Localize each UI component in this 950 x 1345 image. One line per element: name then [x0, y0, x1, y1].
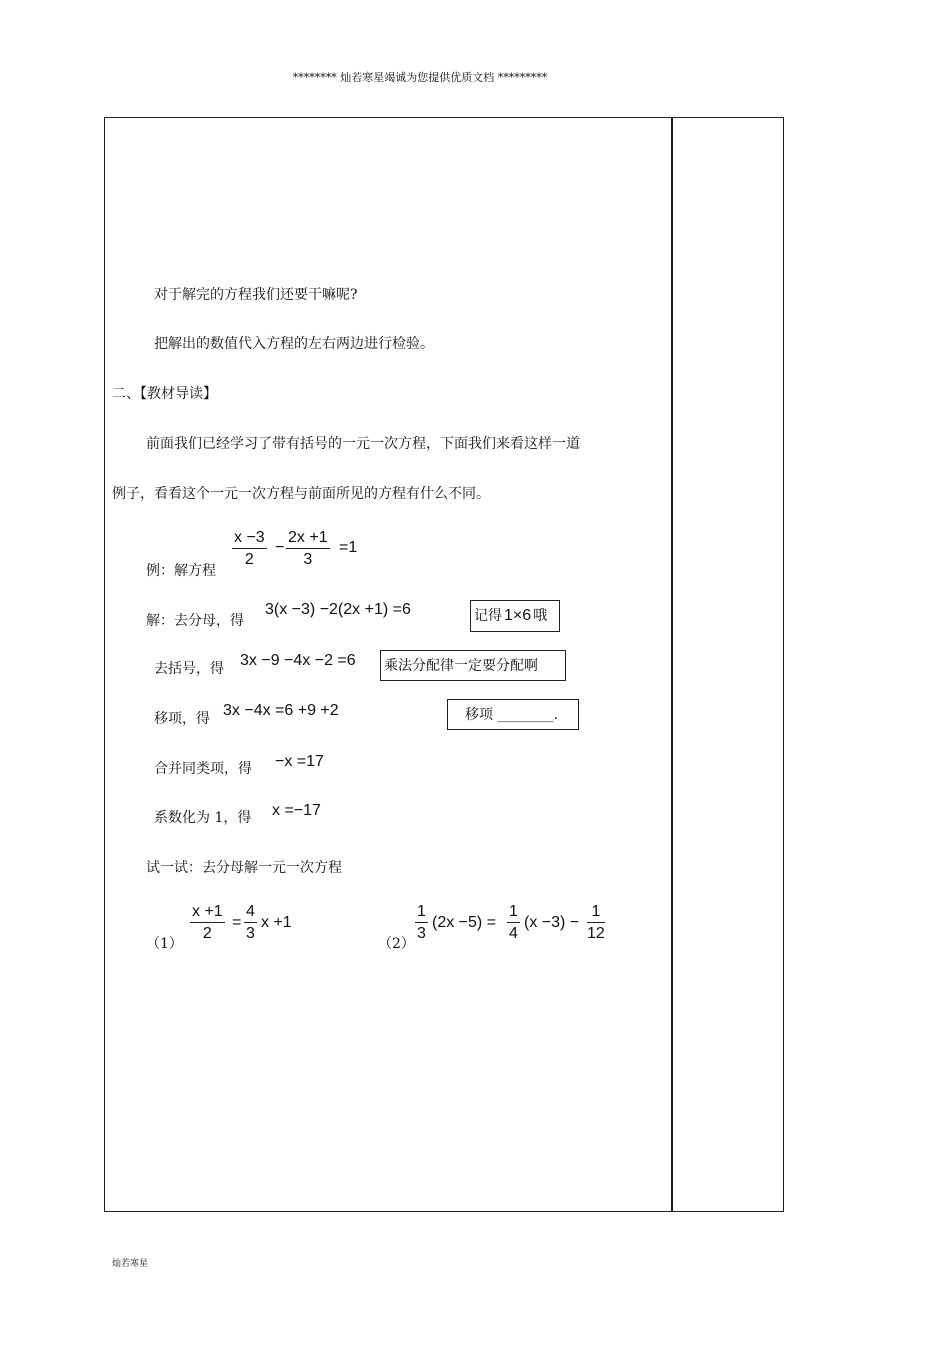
- ex2-middle-1: (2x −5) =: [432, 914, 497, 931]
- table-right-cell: [671, 117, 784, 1212]
- step-2-label: 去括号，得: [154, 661, 224, 677]
- step-3-label: 移项，得: [154, 711, 210, 727]
- fraction-denominator: 2: [202, 925, 212, 942]
- ex2-middle-2: (x −3) −: [524, 914, 580, 931]
- example-rhs: =1: [339, 539, 358, 556]
- note-suffix: 哦: [533, 608, 548, 624]
- step-4-equation: −x =17: [275, 753, 324, 770]
- intro-line-1: 前面我们已经学习了带有括号的一元一次方程，下面我们来看这样一道: [146, 436, 580, 452]
- example-minus: −: [275, 539, 285, 556]
- section-heading: 二、【教材导读】: [112, 386, 217, 402]
- step-2-equation: 3x −9 −4x −2 =6: [240, 652, 356, 669]
- ex1-tail: x +1: [261, 914, 292, 931]
- page-footer: 灿若寒星: [112, 1259, 149, 1269]
- exercise-2-label: （2）: [378, 936, 415, 952]
- fraction-numerator: 2x +1: [286, 528, 330, 549]
- intro-line-2: 例子，看看这个一元一次方程与前面所见的方程有什么不同。: [112, 486, 490, 502]
- step-4-label: 合并同类项，得: [154, 761, 252, 777]
- note-prefix: 记得: [474, 608, 502, 624]
- note-box-distribute: 乘法分配律一定要分配啊: [380, 650, 566, 681]
- ex2-fraction-1: [415, 902, 428, 945]
- note-box-transpose: 移项 ________.: [447, 699, 579, 730]
- fraction-numerator: 4: [244, 902, 257, 923]
- ex2-fraction-2: [507, 902, 520, 945]
- example-label: 例：解方程: [146, 563, 216, 579]
- try-label: 试一试：去分母解一元一次方程: [146, 860, 342, 876]
- ex2-fraction-3: [587, 902, 605, 945]
- fraction-numerator: 1: [587, 902, 605, 923]
- step-1-equation: 3(x −3) −2(2x +1) =6: [265, 601, 411, 618]
- fraction-denominator: 4: [509, 925, 518, 942]
- step-5-equation: x =−17: [272, 802, 321, 819]
- example-fraction-1: [232, 528, 267, 571]
- fraction-denominator: 3: [303, 551, 313, 568]
- fraction-numerator: x −3: [232, 528, 267, 549]
- fraction-denominator: 12: [587, 925, 605, 942]
- step-3-equation: 3x −4x =6 +9 +2: [223, 702, 339, 719]
- ex1-fraction-1: [190, 902, 225, 945]
- note-math: 1×6: [504, 607, 532, 624]
- ex1-fraction-2: [244, 902, 257, 945]
- step-1-label: 解：去分母，得: [146, 613, 244, 629]
- fraction-numerator: 1: [415, 902, 428, 923]
- fraction-denominator: 2: [244, 551, 254, 568]
- question-text: 对于解完的方程我们还要干嘛呢?: [154, 287, 358, 303]
- example-fraction-2: [286, 528, 330, 571]
- page-header: ******** 灿若寒星竭诚为您提供优质文档 *********: [292, 71, 548, 84]
- fraction-numerator: 1: [507, 902, 520, 923]
- fraction-denominator: 3: [246, 925, 255, 942]
- answer-text: 把解出的数值代入方程的左右两边进行检验。: [154, 336, 434, 352]
- exercise-1-label: （1）: [146, 936, 183, 952]
- fraction-numerator: x +1: [190, 902, 225, 923]
- fraction-denominator: 3: [417, 925, 426, 942]
- note-box-remember: [470, 600, 560, 632]
- ex1-equals: =: [232, 914, 242, 931]
- step-5-label: 系数化为 1，得: [154, 810, 252, 826]
